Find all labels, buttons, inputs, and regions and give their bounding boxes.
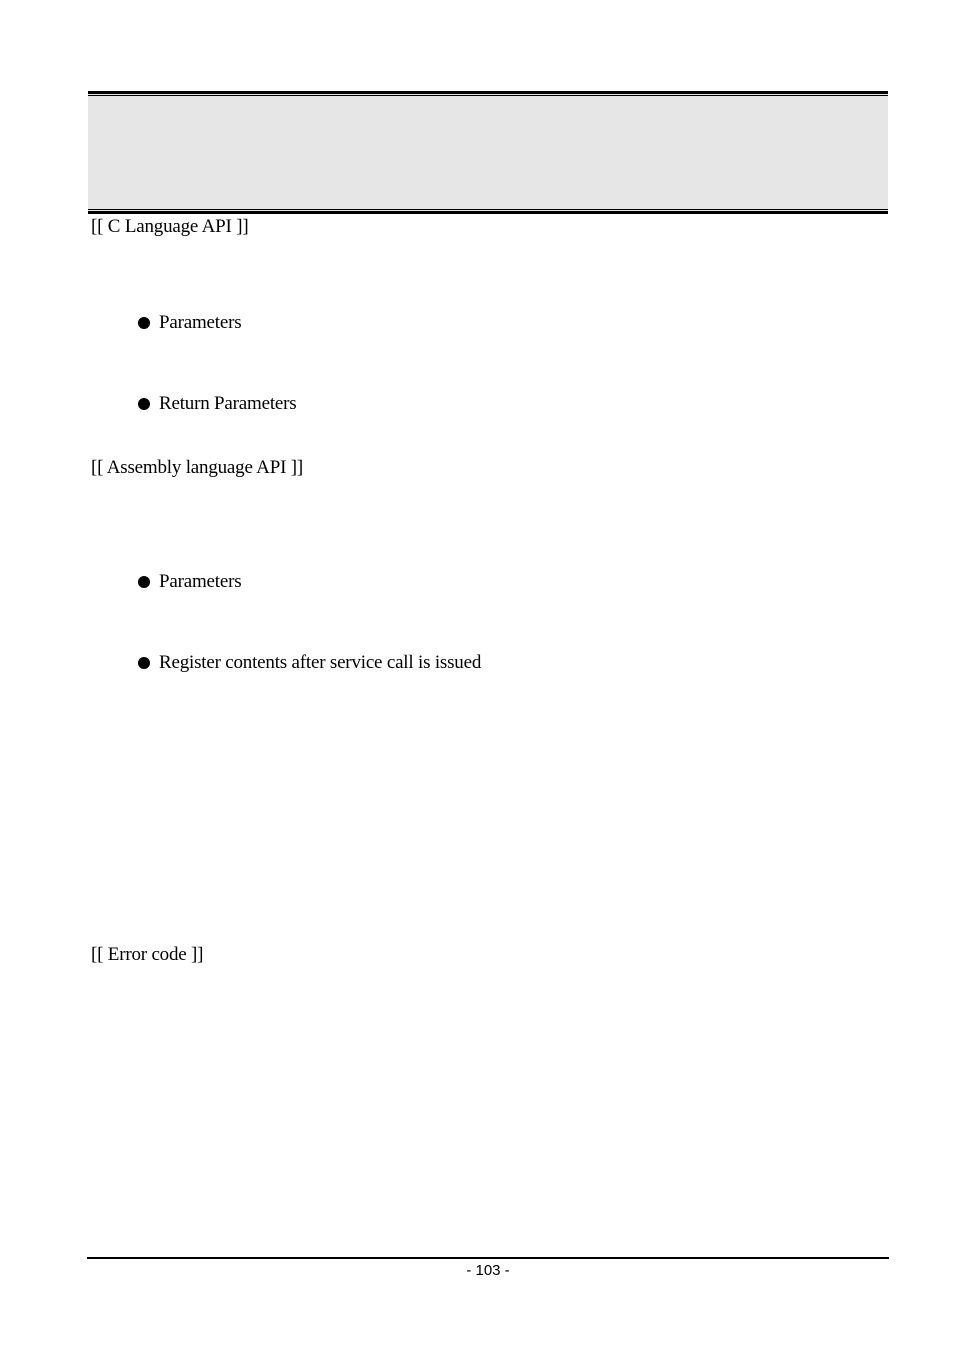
banner-bottom-rule-thin (88, 209, 888, 210)
footer-rule (87, 1257, 889, 1259)
bullet-label: Return Parameters (159, 393, 297, 414)
bullet-icon (138, 398, 150, 410)
asm-api-register-contents-item (138, 652, 481, 674)
bullet-label: Parameters (159, 312, 242, 333)
bullet-icon (138, 657, 150, 669)
banner-top-rule-thin (88, 95, 888, 96)
c-api-parameters-item (138, 312, 241, 334)
asm-api-parameters-item (138, 571, 241, 593)
bullet-label: Parameters (159, 571, 242, 592)
banner-top-rule (88, 91, 888, 94)
bullet-label: Register contents after service call is issued (159, 652, 482, 673)
banner-bottom-rule (88, 211, 888, 214)
bullet-icon (138, 317, 150, 329)
assembly-language-api-heading: [[ Assembly language API ]] (91, 457, 304, 478)
bullet-icon (138, 576, 150, 588)
title-banner (88, 91, 888, 214)
page-number: - 103 - (466, 1262, 510, 1279)
error-code-heading: [[ Error code ]] (91, 944, 204, 965)
c-api-return-parameters-item (138, 393, 296, 415)
c-language-api-heading: [[ C Language API ]] (91, 216, 249, 237)
